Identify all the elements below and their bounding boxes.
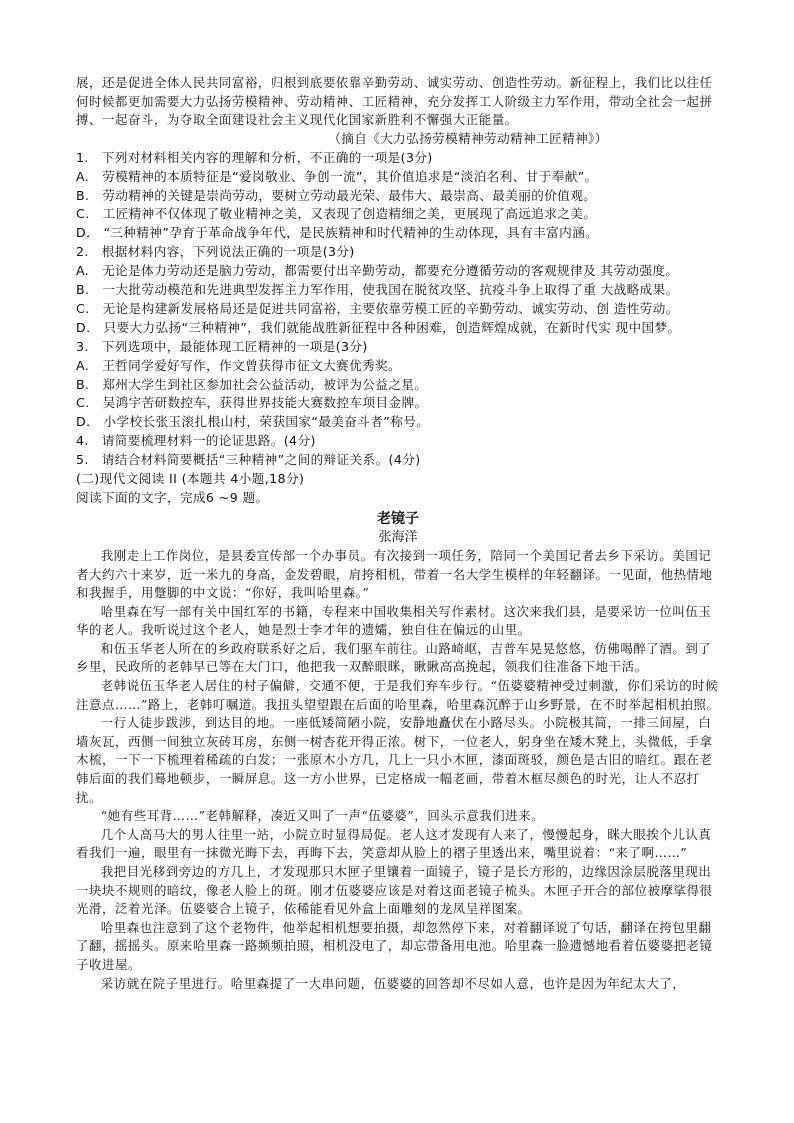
reading-instruction: 阅读下面的文字，完成6 ~9 题。	[76, 490, 269, 505]
question-stem: 3. 下列选项中，最能体现工匠精神的一项是(3分)	[76, 338, 368, 354]
questions-block	[76, 149, 720, 508]
section-header: (二)现代文阅读 II (本题共 4小题,18分)	[76, 471, 305, 487]
story-author: 张海洋	[378, 529, 418, 545]
question-option: C. 无论是构建新发展格局还是促进共同富裕，主要依靠劳模工匠的辛勤劳动、诚实劳动、创 造性劳动。	[76, 300, 679, 316]
story-paragraph: 和伍玉华老人所在的乡政府联系好之后，我们驱车前往。山路崎岖，吉普车晃晃悠悠，仿佛喝醉了酒。到了乡里，民政所的老韩早已等在大门口，他把我一双醉眼眯，瞅瞅高高挽起，领我们往准备下地干活。	[76, 640, 712, 675]
story-paragraph: “她有些耳背……”老韩解释，凑近又叫了一声“伍婆婆”，回头示意我们进来。	[100, 808, 545, 824]
question-option: C. 工匠精神不仅体现了敬业精神之美，又表现了创造精细之美，更展现了高远追求之美。	[76, 206, 597, 222]
story-paragraph: 我把目光移到旁边的方几上，才发现那只木匣子里镶着一面镜子，镜子是长方形的，边缘因涂层脱落里现出一块块不规则的暗纹，像老人脸上的斑。刚才伍婆婆应该是对着这面老镜子梳头。木匣子开合的部位被摩挲得很光滑，泛着光泽。伍婆婆合上镜子，依稀能看见外盒上面雕刻的龙凤呈祥图案。	[76, 864, 713, 917]
question-stem: 5. 请结合材料简要概括“三种精神”之间的辩证关系。(4分)	[76, 452, 421, 468]
question-option: A. 无论是体力劳动还是脑力劳动，都需要付出辛勤劳动，都要充分遵循劳动的客观规律及 其劳动强度。	[76, 263, 679, 279]
question-option: D. “三种精神”孕育于革命战争年代，是民族精神和时代精神的生动体现，具有丰富内涵。	[76, 225, 599, 241]
question-option: C. 吴鸿宇苦研数控车，获得世界技能大赛数控车项目金牌。	[76, 395, 428, 411]
question-option: D. 小学校长张玉滚扎根山村，荣获国家“最美奋斗者”称号。	[76, 414, 430, 430]
story-paragraph: 采访就在院子里进行。哈里森提了一大串问题，伍婆婆的回答却不尽如人意，也许是因为年纪太大了，	[100, 975, 686, 991]
source-citation: （摘自《大力弘扬劳模精神劳动精神工匠精神》）	[328, 130, 608, 146]
question-option: A. 王哲同学爱好写作，作文曾获得市征文大赛优秀奖。	[76, 357, 402, 373]
question-stem: 1. 下列对材料相关内容的理解和分析，不正确的一项是(3分)	[76, 149, 433, 165]
intro-paragraph: 展，还是促进全体人民共同富裕，归根到底要依靠辛勤劳动、诚实劳动、创造性劳动。新征程上，我们比以往任何时候都更加需要大力弘扬劳模精神、劳动精神、工匠精神，充分发挥工人阶级主力军作用，带动全社会一起拼搏、一起奋斗，为夺取全面建设社会主义现代化国家新胜利不懈强大正能量。	[76, 75, 713, 128]
question-stem: 4. 请简要梳理材料一的论证思路。(4分)	[76, 433, 316, 449]
question-option: D. 只要大力弘扬“三种精神”，我们就能战胜新征程中各种困难，创造辉煌成就，在新时代实 现中国梦。	[76, 319, 681, 335]
story-paragraph: 一行人徒步跋涉，到达目的地。一座低矮简陋小院，安静地矗伏在小路尽头。小院极其简，一排三间屋，白墙灰瓦，西侧一间独立灰砖耳房，东侧一树杏花开得正浓。树下，一位老人，躬身坐在矮木凳上，头微低，手拿木梳，一下一下梳理着稀疏的白发；一张原木小方几，几上一只小木匣，漆面斑驳，颜色是古旧的暗红。跟在老韩后面的我们蓦地顿步，一瞬屏息。这一方小世界，已定格成一幅老画，带着木框尽颜色的时光，让人不忍打扰。	[76, 715, 713, 805]
story-title: 老镜子	[377, 510, 419, 527]
story-paragraph: 老韩说伍玉华老人居住的村子偏僻，交通不便，于是我们弃车步行。“伍婆婆精神受过刺激，你们采访的时候注意点……”路上，老韩叮嘱道。我扭头望望跟在后面的哈里森，哈里森沉醉于山乡野景，在不时举起相机拍照。	[76, 678, 720, 712]
question-option: B. 劳动精神的关键是崇尚劳动，要树立劳动最光荣、最伟大、最崇高、最美丽的价值观。	[76, 187, 597, 203]
question-option: B. 一大批劳动模范和先进典型发挥主力军作用，使我国在脱贫攻坚、抗疫斗争上取得了重 大战略成果。	[76, 282, 679, 298]
question-option: A. 劳模精神的本质特征是“爱岗敬业、争创一流”，其价值追求是“淡泊名利、甘于奉献”。	[76, 168, 598, 184]
story-paragraph: 几个人高马大的男人往里一站，小院立时显得局促。老人这才发现有人来了，慢慢起身，眯大眼挨个儿认真看我们一遍，眼里有一抹微光晦下去，再晦下去，笑意却从脸上的褶子里透出来，嘴里说着：“来了啊……”	[76, 826, 712, 861]
story-paragraph: 我刚走上工作岗位，是县委宣传部一个办事员。有次接到一项任务，陪同一个美国记者去乡下采访。美国记者大约六十来岁，近一米九的身高，金发碧眼，肩挎相机，带着一名大学生模样的年轻翻译。一见面，他热情地和我握手，用蹩脚的中文说：“你好，我叫哈里森。”	[76, 547, 713, 601]
question-stem: 2. 根据材料内容，下列说法正确的一项是(3分)	[76, 244, 355, 260]
story-paragraph: 哈里森在写一部有关中国红军的书籍，专程来中国收集相关写作素材。这次来我们县，是要采访一位叫伍玉华的老人。我听说过这个老人，她是烈士李才年的遗孀，独自住在偏远的山里。	[76, 603, 712, 638]
story-body	[76, 547, 720, 993]
story-paragraph: 哈里森也注意到了这个老物件，他举起相机想要拍摄，却忽然停下来，对着翻译说了句话，翻译在挎包里翻了翻，摇摇头。原来哈里森一路频频拍照，相机没电了，却忘带备用电池。哈里森一脸遗憾地看着伍婆婆把老镜子收进屋。	[76, 919, 713, 972]
question-option: B. 郑州大学生到社区参加社会公益活动，被评为公益之星。	[76, 376, 428, 392]
